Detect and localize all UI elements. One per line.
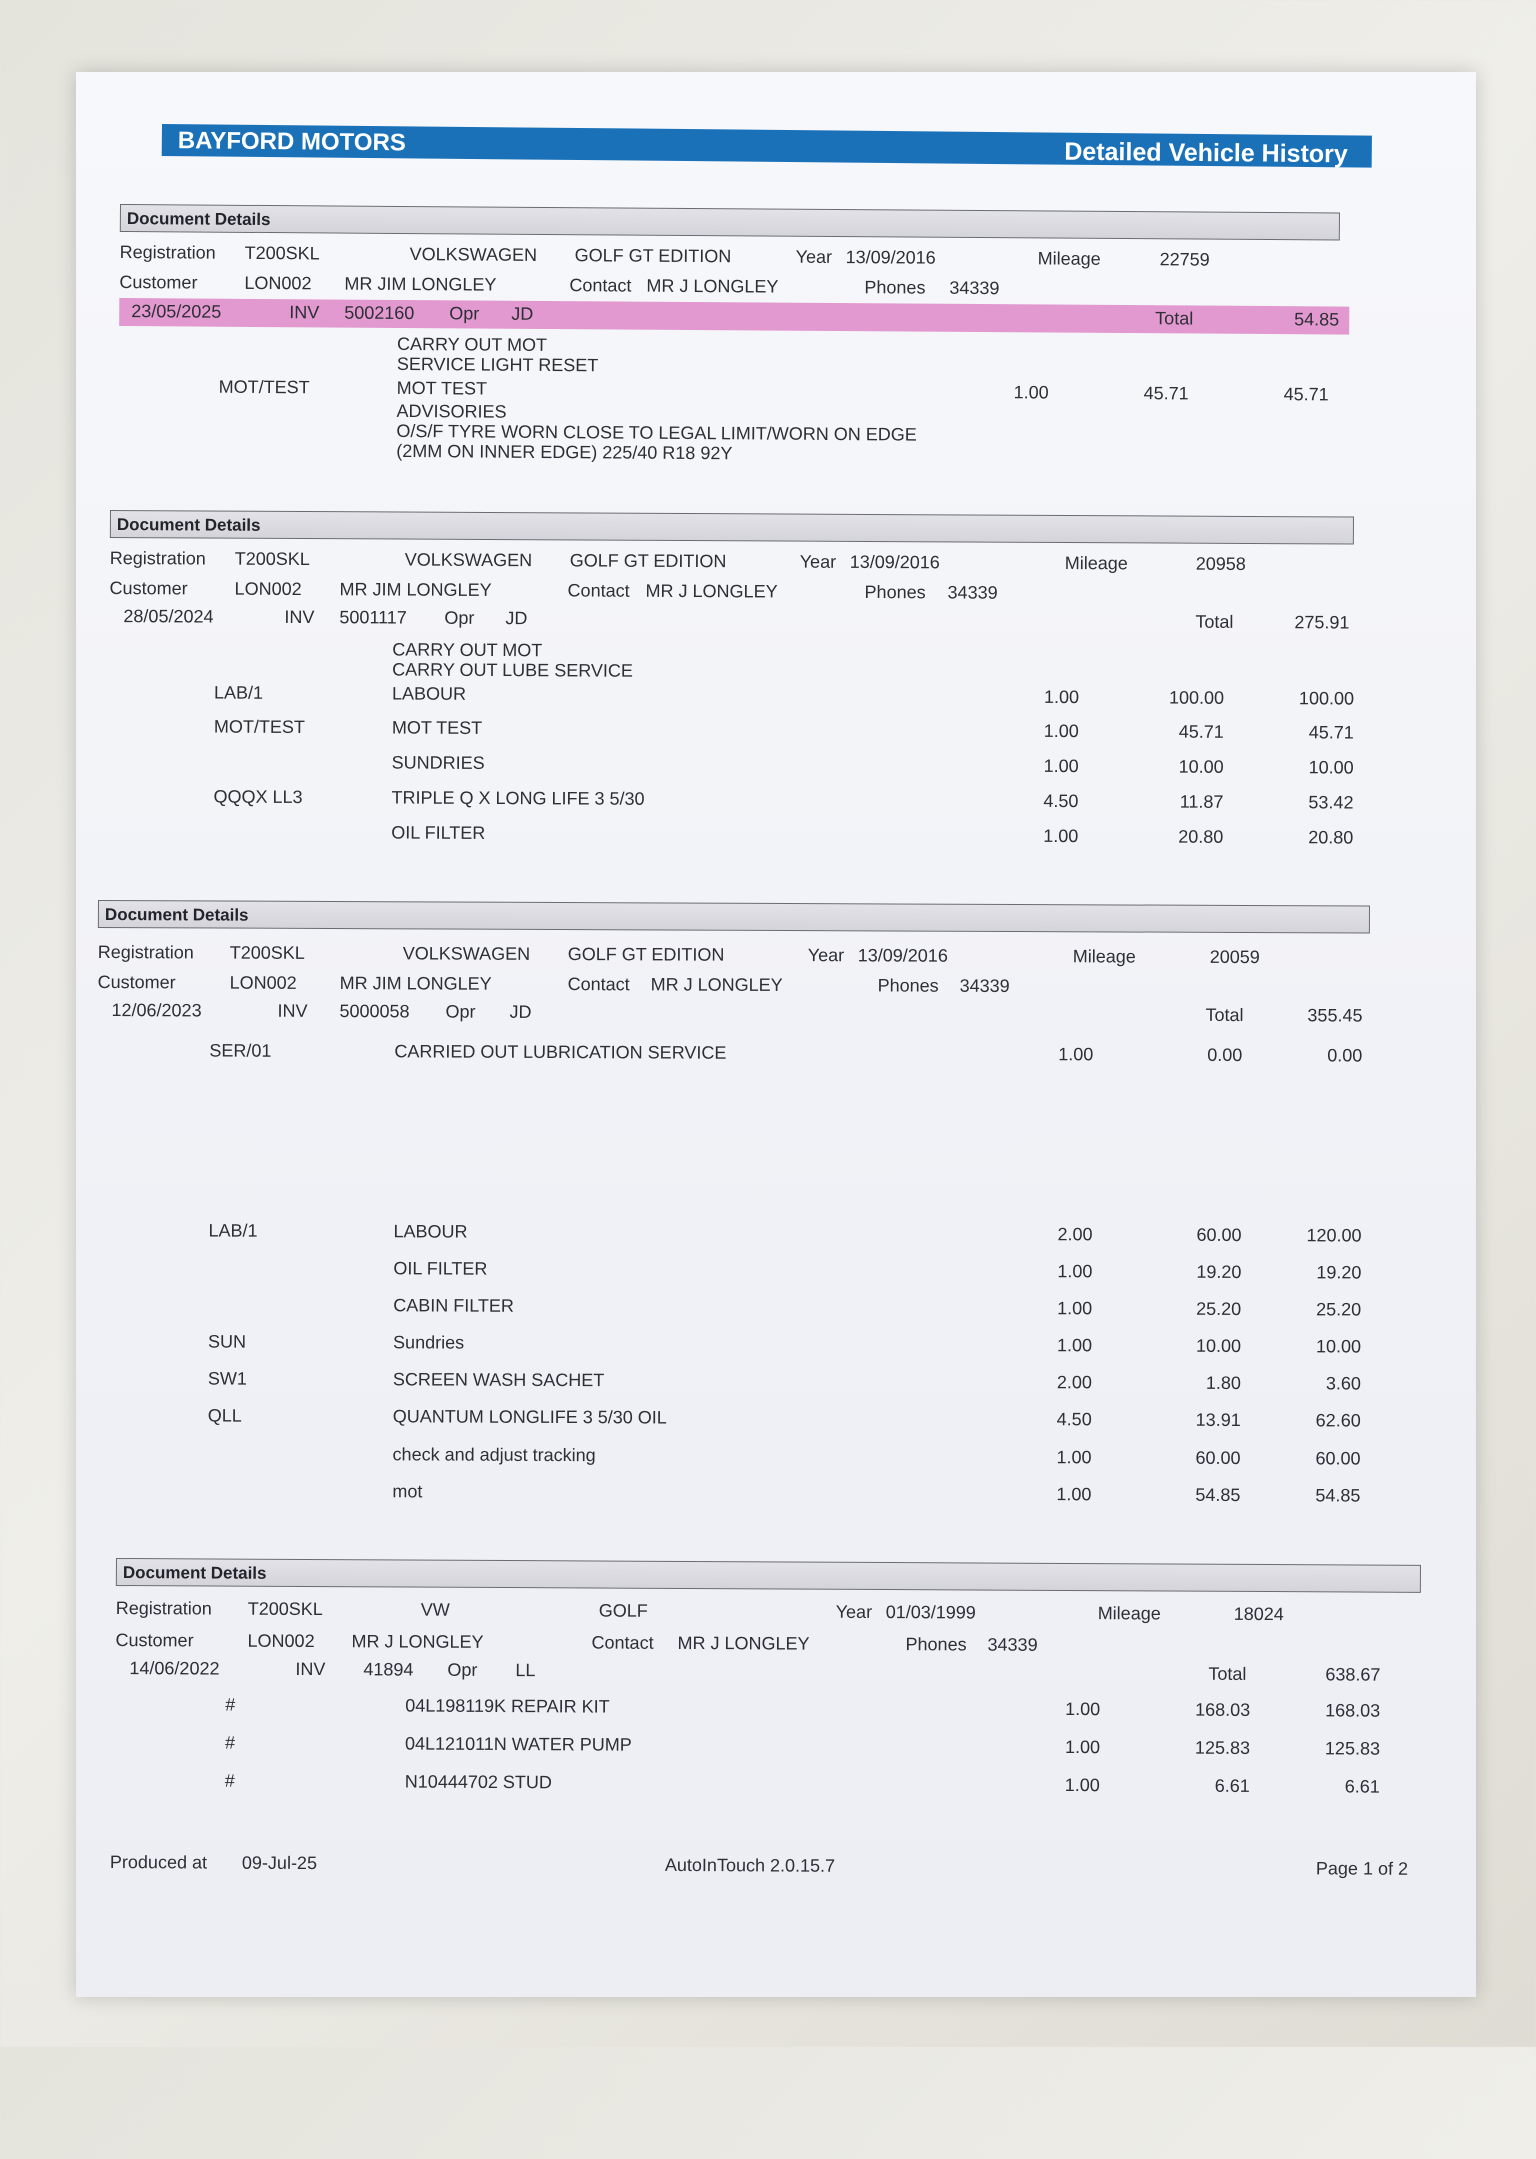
line-amount: 10.00: [1308, 757, 1354, 778]
total-value: 638.67: [1325, 1664, 1381, 1685]
line-amount: 19.20: [1316, 1262, 1362, 1283]
invoice-date: 12/06/2023: [111, 1000, 202, 1021]
year-label: Year: [795, 246, 833, 267]
customer-label: Customer: [109, 577, 188, 599]
customer-label: Customer: [119, 271, 198, 293]
year-label: Year: [799, 551, 837, 572]
line-amount: 0.00: [1327, 1045, 1363, 1066]
line-description: mot: [392, 1481, 423, 1502]
line-price: 13.91: [1195, 1409, 1241, 1430]
page-number: Page 1 of 2: [1315, 1858, 1409, 1879]
vehicle-make: VOLKSWAGEN: [402, 943, 531, 964]
total-label: Total: [1205, 1004, 1244, 1025]
phones-value: 34339: [959, 975, 1010, 996]
inv-label: INV: [295, 1658, 326, 1680]
page-footer: [108, 1852, 1510, 2159]
line-amount: 45.71: [1283, 384, 1329, 405]
line-description: QUANTUM LONGLIFE 3 5/30 OIL: [392, 1406, 667, 1428]
invoice-number: 5002160: [344, 302, 415, 324]
line-description: SUNDRIES: [391, 752, 485, 773]
mileage-label: Mileage: [1097, 1603, 1161, 1624]
line-code: LAB/1: [213, 682, 264, 703]
section-header: Document Details: [116, 1558, 1421, 1593]
line-qty: 1.00: [1057, 1261, 1093, 1282]
total-value: 355.45: [1307, 1005, 1363, 1026]
invoice-date: 23/05/2025: [131, 301, 222, 322]
inv-label: INV: [289, 302, 320, 323]
line-qty: 1.00: [1058, 1044, 1094, 1065]
line-description: LABOUR: [393, 1221, 468, 1242]
year-label: Year: [835, 1601, 873, 1622]
registration-value: T200SKL: [244, 242, 320, 264]
phones-label: Phones: [905, 1634, 967, 1655]
line-description: LABOUR: [391, 683, 467, 704]
vehicle-make: VOLKSWAGEN: [409, 244, 538, 265]
vehicle-record: [114, 1558, 1516, 1865]
advisory-line: (2MM ON INNER EDGE) 225/40 R18 92Y: [396, 440, 733, 464]
inv-label: INV: [277, 1000, 308, 1021]
line-amount: 6.61: [1344, 1776, 1380, 1797]
line-amount: 60.00: [1315, 1448, 1361, 1469]
line-qty: 2.00: [1057, 1224, 1093, 1245]
software-version: AutoInTouch 2.0.15.7: [664, 1854, 836, 1876]
line-price: 11.87: [1179, 791, 1224, 812]
line-price: 6.61: [1214, 1775, 1250, 1796]
line-qty: 1.00: [1043, 686, 1080, 708]
line-price: 1.80: [1205, 1372, 1241, 1393]
line-price: 10.00: [1195, 1335, 1242, 1356]
line-description: MOT TEST: [396, 377, 488, 399]
registration-label: Registration: [109, 547, 206, 569]
header-banner: [162, 124, 1372, 168]
vehicle-record: [97, 900, 1498, 1506]
line-qty: 1.00: [1056, 1484, 1092, 1505]
line-amount: 120.00: [1306, 1225, 1362, 1246]
company-name: BAYFORD MOTORS: [177, 127, 406, 157]
line-code: #: [224, 1770, 235, 1791]
document-sheet: [76, 72, 1476, 1997]
customer-name: MR JIM LONGLEY: [339, 973, 492, 994]
invoice-number: 5000058: [339, 1001, 410, 1022]
customer-code: LON002: [247, 1630, 315, 1652]
mileage-label: Mileage: [1037, 248, 1101, 269]
line-amount: 25.20: [1316, 1299, 1362, 1320]
operator-value: JD: [505, 608, 528, 629]
line-amount: 53.42: [1308, 792, 1354, 813]
customer-label: Customer: [115, 1629, 194, 1651]
advisories-heading: ADVISORIES: [396, 400, 507, 422]
line-qty: 1.00: [1043, 755, 1079, 777]
contact-label: Contact: [569, 275, 632, 296]
mileage-label: Mileage: [1064, 552, 1128, 574]
phones-value: 34339: [987, 1634, 1038, 1655]
section-header: Document Details: [110, 510, 1354, 545]
line-description: CABIN FILTER: [393, 1295, 514, 1316]
job-note: CARRY OUT MOT: [396, 333, 548, 355]
line-amount: 125.83: [1324, 1738, 1381, 1759]
line-description: TRIPLE Q X LONG LIFE 3 5/30: [391, 787, 645, 809]
section-header: Document Details: [120, 204, 1340, 241]
line-price: 125.83: [1194, 1737, 1251, 1758]
total-value: 275.91: [1294, 612, 1350, 633]
vehicle-model: GOLF: [598, 1600, 648, 1621]
invoice-date: 14/06/2022: [129, 1658, 220, 1679]
contact-value: MR J LONGLEY: [677, 1632, 810, 1654]
operator-value: JD: [509, 1001, 532, 1022]
registration-label: Registration: [97, 941, 194, 963]
operator-value: JD: [511, 303, 534, 324]
line-price: 45.71: [1143, 383, 1189, 404]
customer-label: Customer: [97, 971, 176, 993]
vehicle-record: [108, 510, 1510, 848]
line-qty: 1.00: [1043, 825, 1079, 847]
invoice-date: 28/05/2024: [123, 606, 214, 627]
year-value: 13/09/2016: [857, 945, 948, 966]
invoice-number: 5001117: [339, 607, 407, 628]
contact-label: Contact: [567, 974, 630, 995]
opr-label: Opr: [447, 1659, 478, 1680]
line-amount: 45.71: [1308, 722, 1354, 743]
line-amount: 168.03: [1325, 1700, 1381, 1721]
line-code: SW1: [207, 1368, 247, 1389]
advisory-line: O/S/F TYRE WORN CLOSE TO LEGAL LIMIT/WORN ON EDGE: [396, 420, 917, 445]
line-code: QLL: [207, 1405, 242, 1426]
phones-value: 34339: [949, 277, 1000, 299]
line-description: 04L198119K REPAIR KIT: [405, 1695, 610, 1717]
line-description: Sundries: [393, 1332, 465, 1353]
year-value: 13/09/2016: [849, 551, 940, 573]
contact-value: MR J LONGLEY: [646, 275, 779, 297]
line-amount: 20.80: [1308, 827, 1354, 848]
operator-value: LL: [515, 1660, 536, 1681]
line-amount: 3.60: [1325, 1373, 1361, 1394]
line-price: 54.85: [1195, 1484, 1241, 1505]
job-note: CARRY OUT LUBE SERVICE: [392, 659, 633, 681]
line-qty: 4.50: [1056, 1409, 1092, 1430]
line-description: OIL FILTER: [391, 822, 486, 843]
contact-value: MR J LONGLEY: [645, 580, 778, 602]
opr-label: Opr: [449, 303, 480, 324]
vehicle-model: GOLF GT EDITION: [567, 944, 725, 965]
line-amount: 100.00: [1298, 688, 1355, 709]
customer-code: LON002: [244, 272, 312, 294]
contact-label: Contact: [591, 1632, 654, 1653]
document-title: Detailed Vehicle History: [1064, 137, 1348, 169]
total-label: Total: [1208, 1663, 1247, 1684]
customer-code: LON002: [229, 972, 297, 993]
opr-label: Opr: [445, 1001, 476, 1022]
line-price: 60.00: [1195, 1447, 1241, 1468]
phones-label: Phones: [864, 277, 926, 298]
line-qty: 1.00: [1057, 1298, 1093, 1319]
mileage-value: 22759: [1159, 249, 1210, 270]
line-description: SCREEN WASH SACHET: [392, 1369, 605, 1391]
line-code: QQQX LL3: [213, 786, 303, 808]
line-amount: 62.60: [1315, 1410, 1361, 1431]
vehicle-make: VW: [420, 1599, 450, 1620]
line-qty: 1.00: [1065, 1698, 1101, 1720]
year-value: 01/03/1999: [885, 1602, 976, 1623]
line-qty: 4.50: [1043, 790, 1079, 812]
mileage-value: 20059: [1209, 946, 1260, 968]
line-price: 0.00: [1207, 1044, 1243, 1065]
line-qty: 1.00: [1043, 720, 1079, 742]
line-code: SER/01: [209, 1040, 272, 1061]
phones-label: Phones: [864, 581, 926, 603]
vehicle-make: VOLKSWAGEN: [404, 549, 533, 571]
line-price: 20.80: [1178, 826, 1224, 847]
contact-value: MR J LONGLEY: [650, 974, 783, 995]
mileage-value: 20958: [1195, 553, 1246, 574]
mileage-value: 18024: [1233, 1603, 1284, 1625]
year-label: Year: [807, 945, 845, 966]
invoice-number: 41894: [363, 1659, 414, 1680]
line-qty: 1.00: [1064, 1774, 1100, 1796]
line-code: #: [224, 1732, 236, 1753]
total-label: Total: [1155, 308, 1194, 329]
line-description: check and adjust tracking: [392, 1444, 596, 1466]
line-code: LAB/1: [208, 1220, 258, 1241]
line-qty: 1.00: [1064, 1736, 1101, 1758]
customer-code: LON002: [234, 578, 302, 600]
inv-label: INV: [284, 606, 315, 628]
registration-value: T200SKL: [247, 1598, 323, 1620]
line-price: 19.20: [1196, 1261, 1242, 1282]
customer-name: MR JIM LONGLEY: [344, 273, 497, 295]
registration-value: T200SKL: [229, 942, 305, 963]
line-price: 60.00: [1196, 1224, 1242, 1245]
phones-value: 34339: [947, 582, 998, 603]
registration-label: Registration: [115, 1597, 212, 1619]
line-price: 10.00: [1178, 756, 1224, 777]
line-qty: 1.00: [1056, 1335, 1093, 1356]
line-amount: 54.85: [1315, 1485, 1361, 1506]
vehicle-model: GOLF GT EDITION: [569, 550, 727, 572]
line-code: #: [225, 1694, 236, 1715]
total-label: Total: [1195, 611, 1234, 632]
vehicle-model: GOLF GT EDITION: [574, 245, 732, 267]
job-note: CARRY OUT MOT: [392, 639, 543, 661]
customer-name: MR J LONGLEY: [351, 1631, 484, 1652]
customer-name: MR JIM LONGLEY: [339, 579, 492, 600]
line-amount: 10.00: [1315, 1336, 1362, 1357]
year-value: 13/09/2016: [845, 247, 936, 268]
line-price: 100.00: [1168, 687, 1225, 708]
line-qty: 2.00: [1056, 1372, 1092, 1393]
line-code: MOT/TEST: [218, 376, 310, 398]
registration-label: Registration: [119, 241, 216, 263]
opr-label: Opr: [444, 607, 475, 628]
line-price: 168.03: [1195, 1699, 1251, 1720]
line-price: 25.20: [1196, 1298, 1242, 1319]
line-code: MOT/TEST: [213, 716, 305, 738]
line-qty: 1.00: [1056, 1447, 1092, 1468]
section-header: Document Details: [98, 900, 1370, 934]
line-description: CARRIED OUT LUBRICATION SERVICE: [394, 1041, 727, 1063]
total-value: 54.85: [1294, 309, 1340, 330]
line-description: 04L121011N WATER PUMP: [404, 1733, 632, 1755]
registration-value: T200SKL: [234, 548, 310, 570]
line-description: MOT TEST: [391, 717, 483, 738]
line-description: OIL FILTER: [393, 1258, 488, 1279]
line-qty: 1.00: [1013, 382, 1049, 403]
line-description: N10444702 STUD: [404, 1771, 552, 1793]
job-note: SERVICE LIGHT RESET: [396, 353, 599, 376]
line-price: 45.71: [1178, 721, 1224, 742]
vehicle-record: [118, 204, 1520, 514]
produced-date: 09-Jul-25: [241, 1852, 318, 1874]
phones-label: Phones: [877, 975, 939, 996]
contact-label: Contact: [567, 580, 630, 601]
produced-label: Produced at: [109, 1852, 208, 1873]
line-code: SUN: [208, 1331, 247, 1352]
mileage-label: Mileage: [1072, 946, 1136, 967]
